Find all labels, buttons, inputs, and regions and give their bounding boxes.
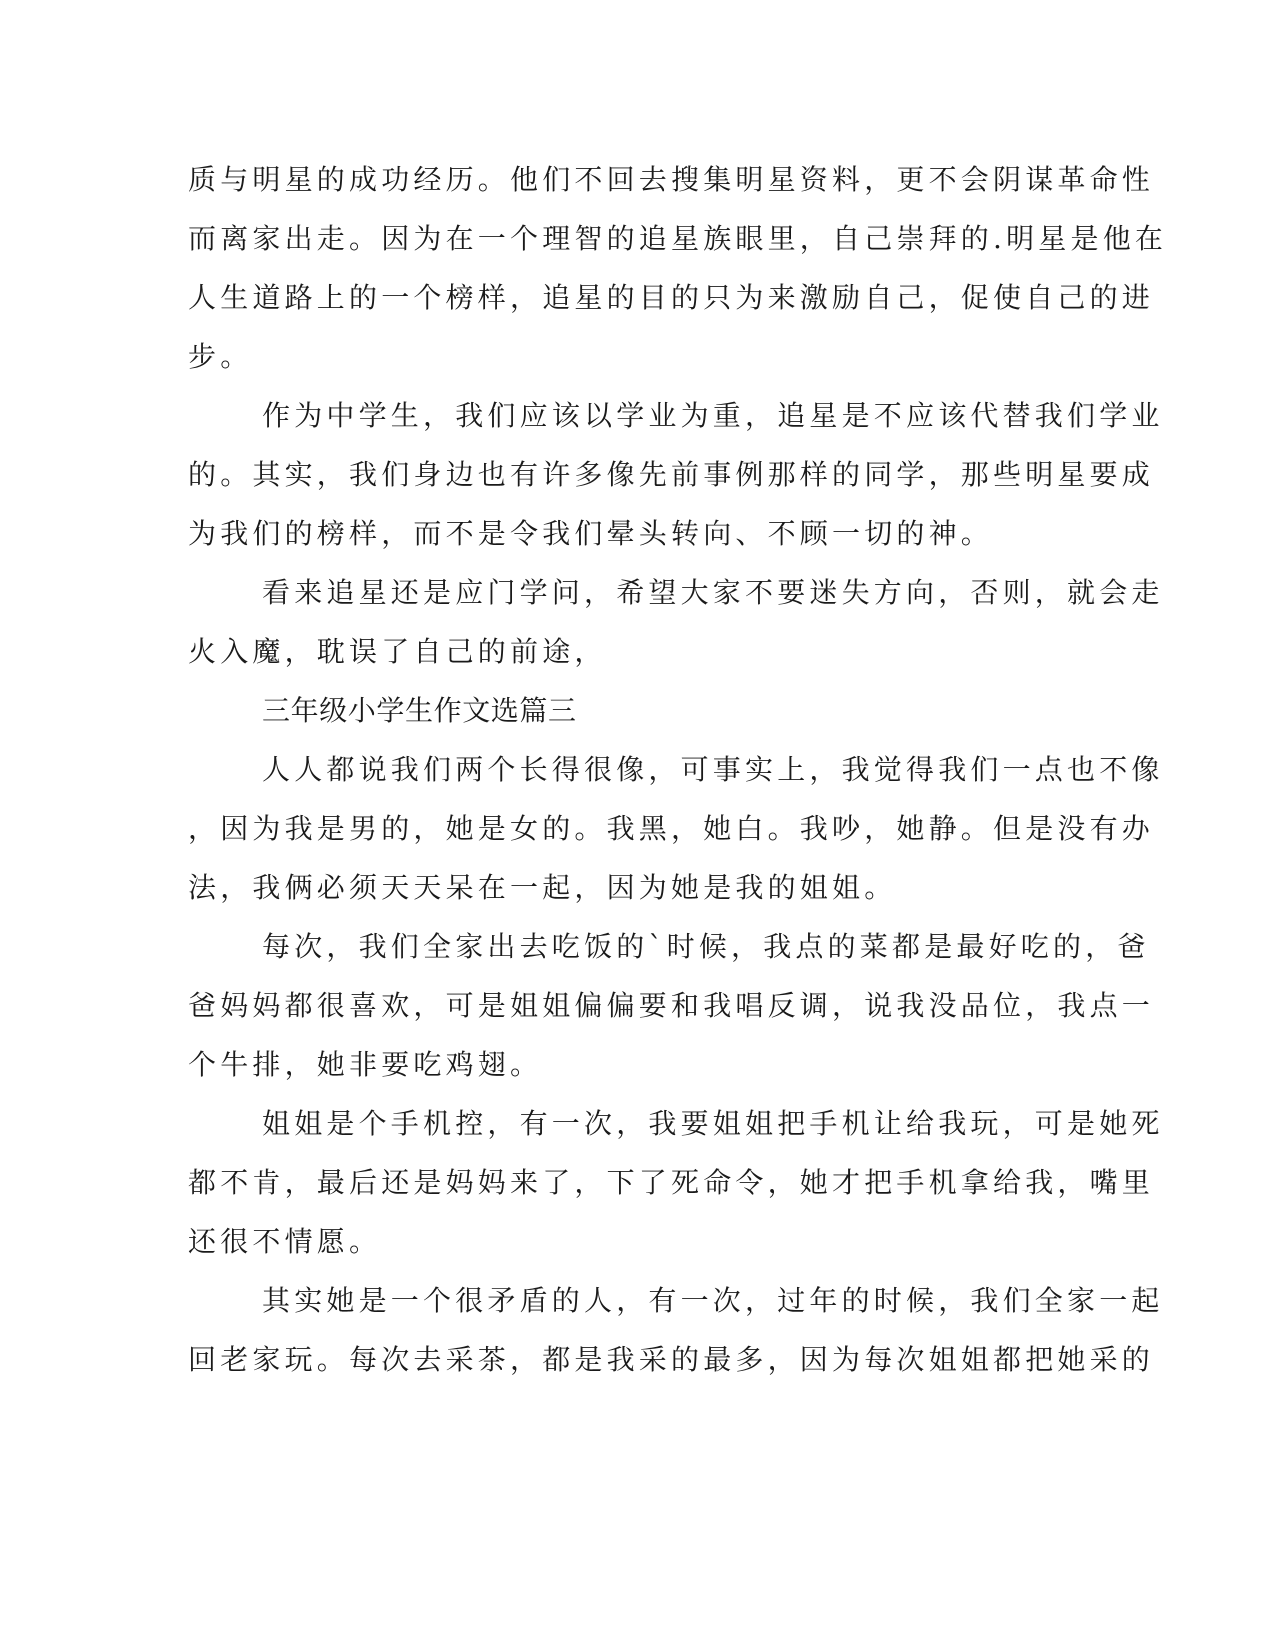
text-line: 都不肯，最后还是妈妈来了，下了死命令，她才把手机拿给我，嘴里	[188, 1166, 1155, 1199]
paragraph-first-line: 作为中学生，我们应该以学业为重，追星是不应该代替我们学业	[262, 399, 1164, 432]
text-line: 法，我俩必须天天呆在一起，因为她是我的姐姐。	[188, 871, 897, 904]
text-line: 的。其实，我们身边也有许多像先前事例那样的同学，那些明星要成	[188, 458, 1155, 491]
paragraph-first-line: 每次，我们全家出去吃饭的`时候，我点的菜都是最好吃的，爸	[262, 930, 1150, 963]
text-line: ，因为我是男的，她是女的。我黑，她白。我吵，她静。但是没有办	[188, 812, 1155, 845]
text-line: 还很不情愿。	[188, 1225, 382, 1258]
text-line: 爸妈妈都很喜欢，可是姐姐偏偏要和我唱反调，说我没品位，我点一	[188, 989, 1155, 1022]
text-line: 人生道路上的一个榜样，追星的目的只为来激励自己，促使自己的进	[188, 281, 1155, 314]
paragraph-first-line: 其实她是一个很矛盾的人，有一次，过年的时候，我们全家一起	[262, 1284, 1164, 1317]
paragraph-first-line: 姐姐是个手机控，有一次，我要姐姐把手机让给我玩，可是她死	[262, 1107, 1164, 1140]
text-line: 质与明星的成功经历。他们不回去搜集明星资料，更不会阴谋革命性	[188, 163, 1155, 196]
text-line: 火入魔，耽误了自己的前途，	[188, 635, 607, 668]
text-line: 步。	[188, 340, 253, 373]
paragraph-first-line: 人人都说我们两个长得很像，可事实上，我觉得我们一点也不像	[262, 753, 1164, 786]
text-line: 回老家玩。每次去采茶，都是我采的最多，因为每次姐姐都把她采的	[188, 1343, 1155, 1376]
text-line: 为我们的榜样，而不是令我们晕头转向、不顾一切的神。	[188, 517, 994, 550]
section-heading: 三年级小学生作文选篇三	[262, 694, 577, 727]
text-line: 而离家出走。因为在一个理智的追星族眼里，自己崇拜的.明星是他在	[188, 222, 1168, 255]
text-line: 个牛排，她非要吃鸡翅。	[188, 1048, 543, 1081]
paragraph-first-line: 看来追星还是应门学问，希望大家不要迷失方向，否则，就会走	[262, 576, 1164, 609]
